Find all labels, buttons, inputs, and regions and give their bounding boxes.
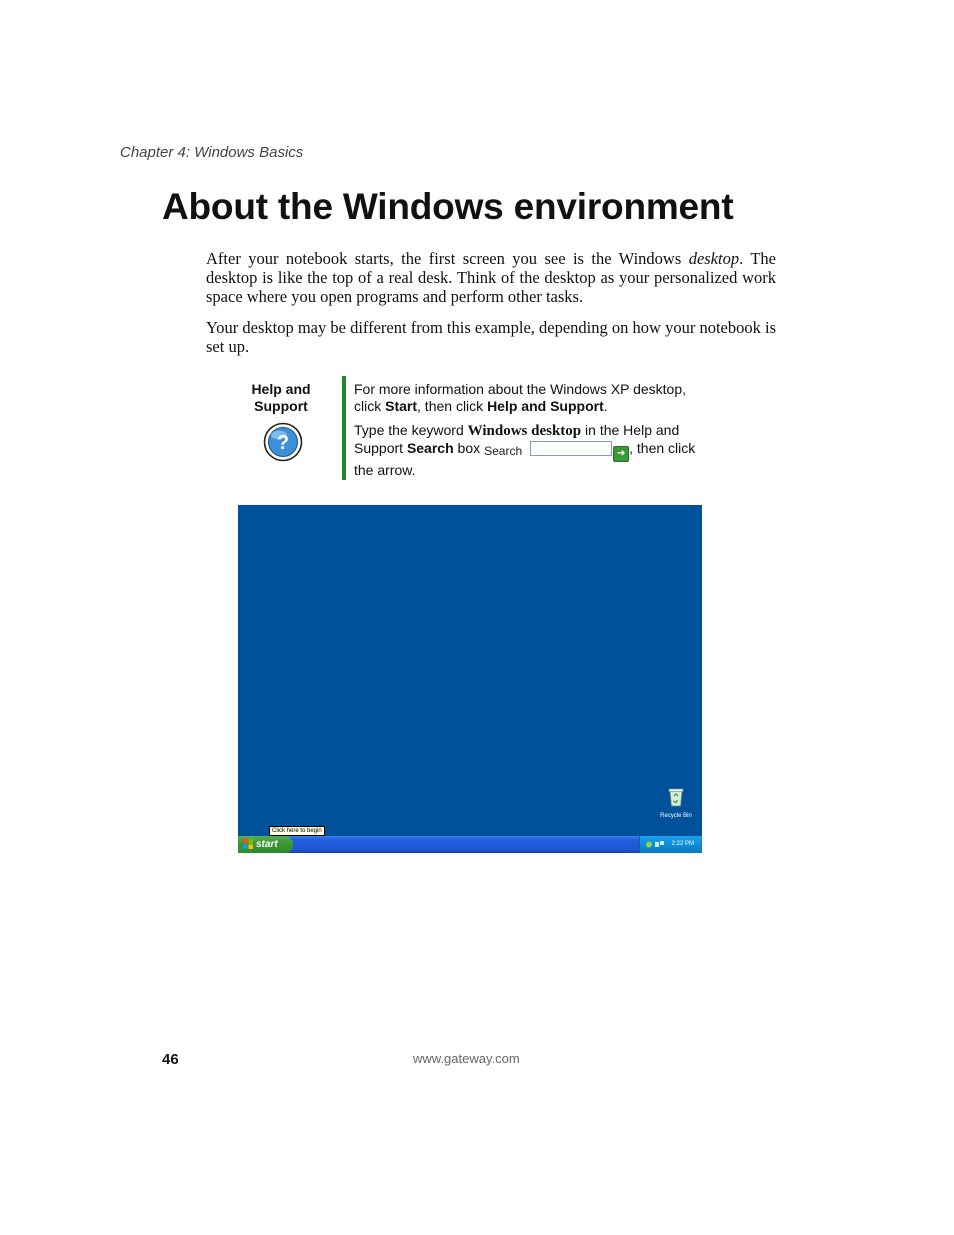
instruction-text: For more information about the Windows XP desktop, click [354, 381, 687, 414]
clock: 2:22 PM [671, 841, 694, 847]
help-label-line1: Help and [251, 381, 311, 397]
desktop-term: desktop [688, 249, 740, 268]
help-instruction-2 [354, 422, 712, 479]
instruction-text: Type the keyword [354, 422, 468, 438]
recycle-bin-icon [668, 787, 684, 807]
help-and-support-term: Help and Support [487, 398, 604, 414]
svg-text:?: ? [276, 432, 290, 454]
windows-desktop-screenshot [238, 505, 702, 853]
keyword-term: Windows desktop [467, 423, 582, 439]
search-input [530, 441, 612, 456]
instruction-text: . [603, 398, 608, 414]
search-box-label: Search [484, 444, 523, 458]
help-label [240, 381, 322, 415]
footer-url: www.gateway.com [413, 1051, 520, 1066]
recycle-bin-label: Recycle Bin [660, 813, 692, 819]
callout-accent-bar [342, 376, 346, 480]
help-instruction-1 [354, 381, 712, 415]
instruction-text: in the Help and Support [354, 422, 680, 456]
start-label: start [256, 839, 278, 850]
page-title: About the Windows environment [162, 186, 734, 227]
start-button[interactable] [238, 836, 293, 853]
intro-text-end: . The desktop is like the top of a real desk. Think of the desktop as your personalized work space where you open programs and perform other tasks. [206, 249, 776, 306]
search-term: Search [406, 440, 454, 456]
taskbar [238, 836, 702, 853]
recycle-bin[interactable] [656, 787, 696, 819]
help-instructions [354, 381, 712, 486]
start-tooltip: Click here to begin [269, 826, 325, 836]
page-number: 46 [162, 1051, 179, 1068]
windows-flag-icon [243, 839, 253, 849]
intro-text-start: After your notebook starts, the first screen you see is the Windows [206, 249, 689, 268]
chapter-header: Chapter 4: Windows Basics [120, 144, 304, 161]
start-term: Start [385, 398, 418, 414]
intro-paragraph [206, 249, 776, 306]
system-tray [639, 836, 702, 853]
go-arrow-icon: ➔ [613, 446, 629, 462]
instruction-text: , then click the arrow. [354, 440, 696, 478]
help-label-line2: Support [254, 398, 308, 414]
help-and-support-callout [240, 376, 720, 480]
instruction-text: , then click [417, 398, 488, 414]
help-question-icon [263, 422, 303, 462]
tray-icons[interactable] [645, 840, 665, 849]
instruction-text: box [453, 440, 481, 456]
desktop-note-paragraph: Your desktop may be different from this example, depending on how your notebook is set up. [206, 318, 776, 356]
